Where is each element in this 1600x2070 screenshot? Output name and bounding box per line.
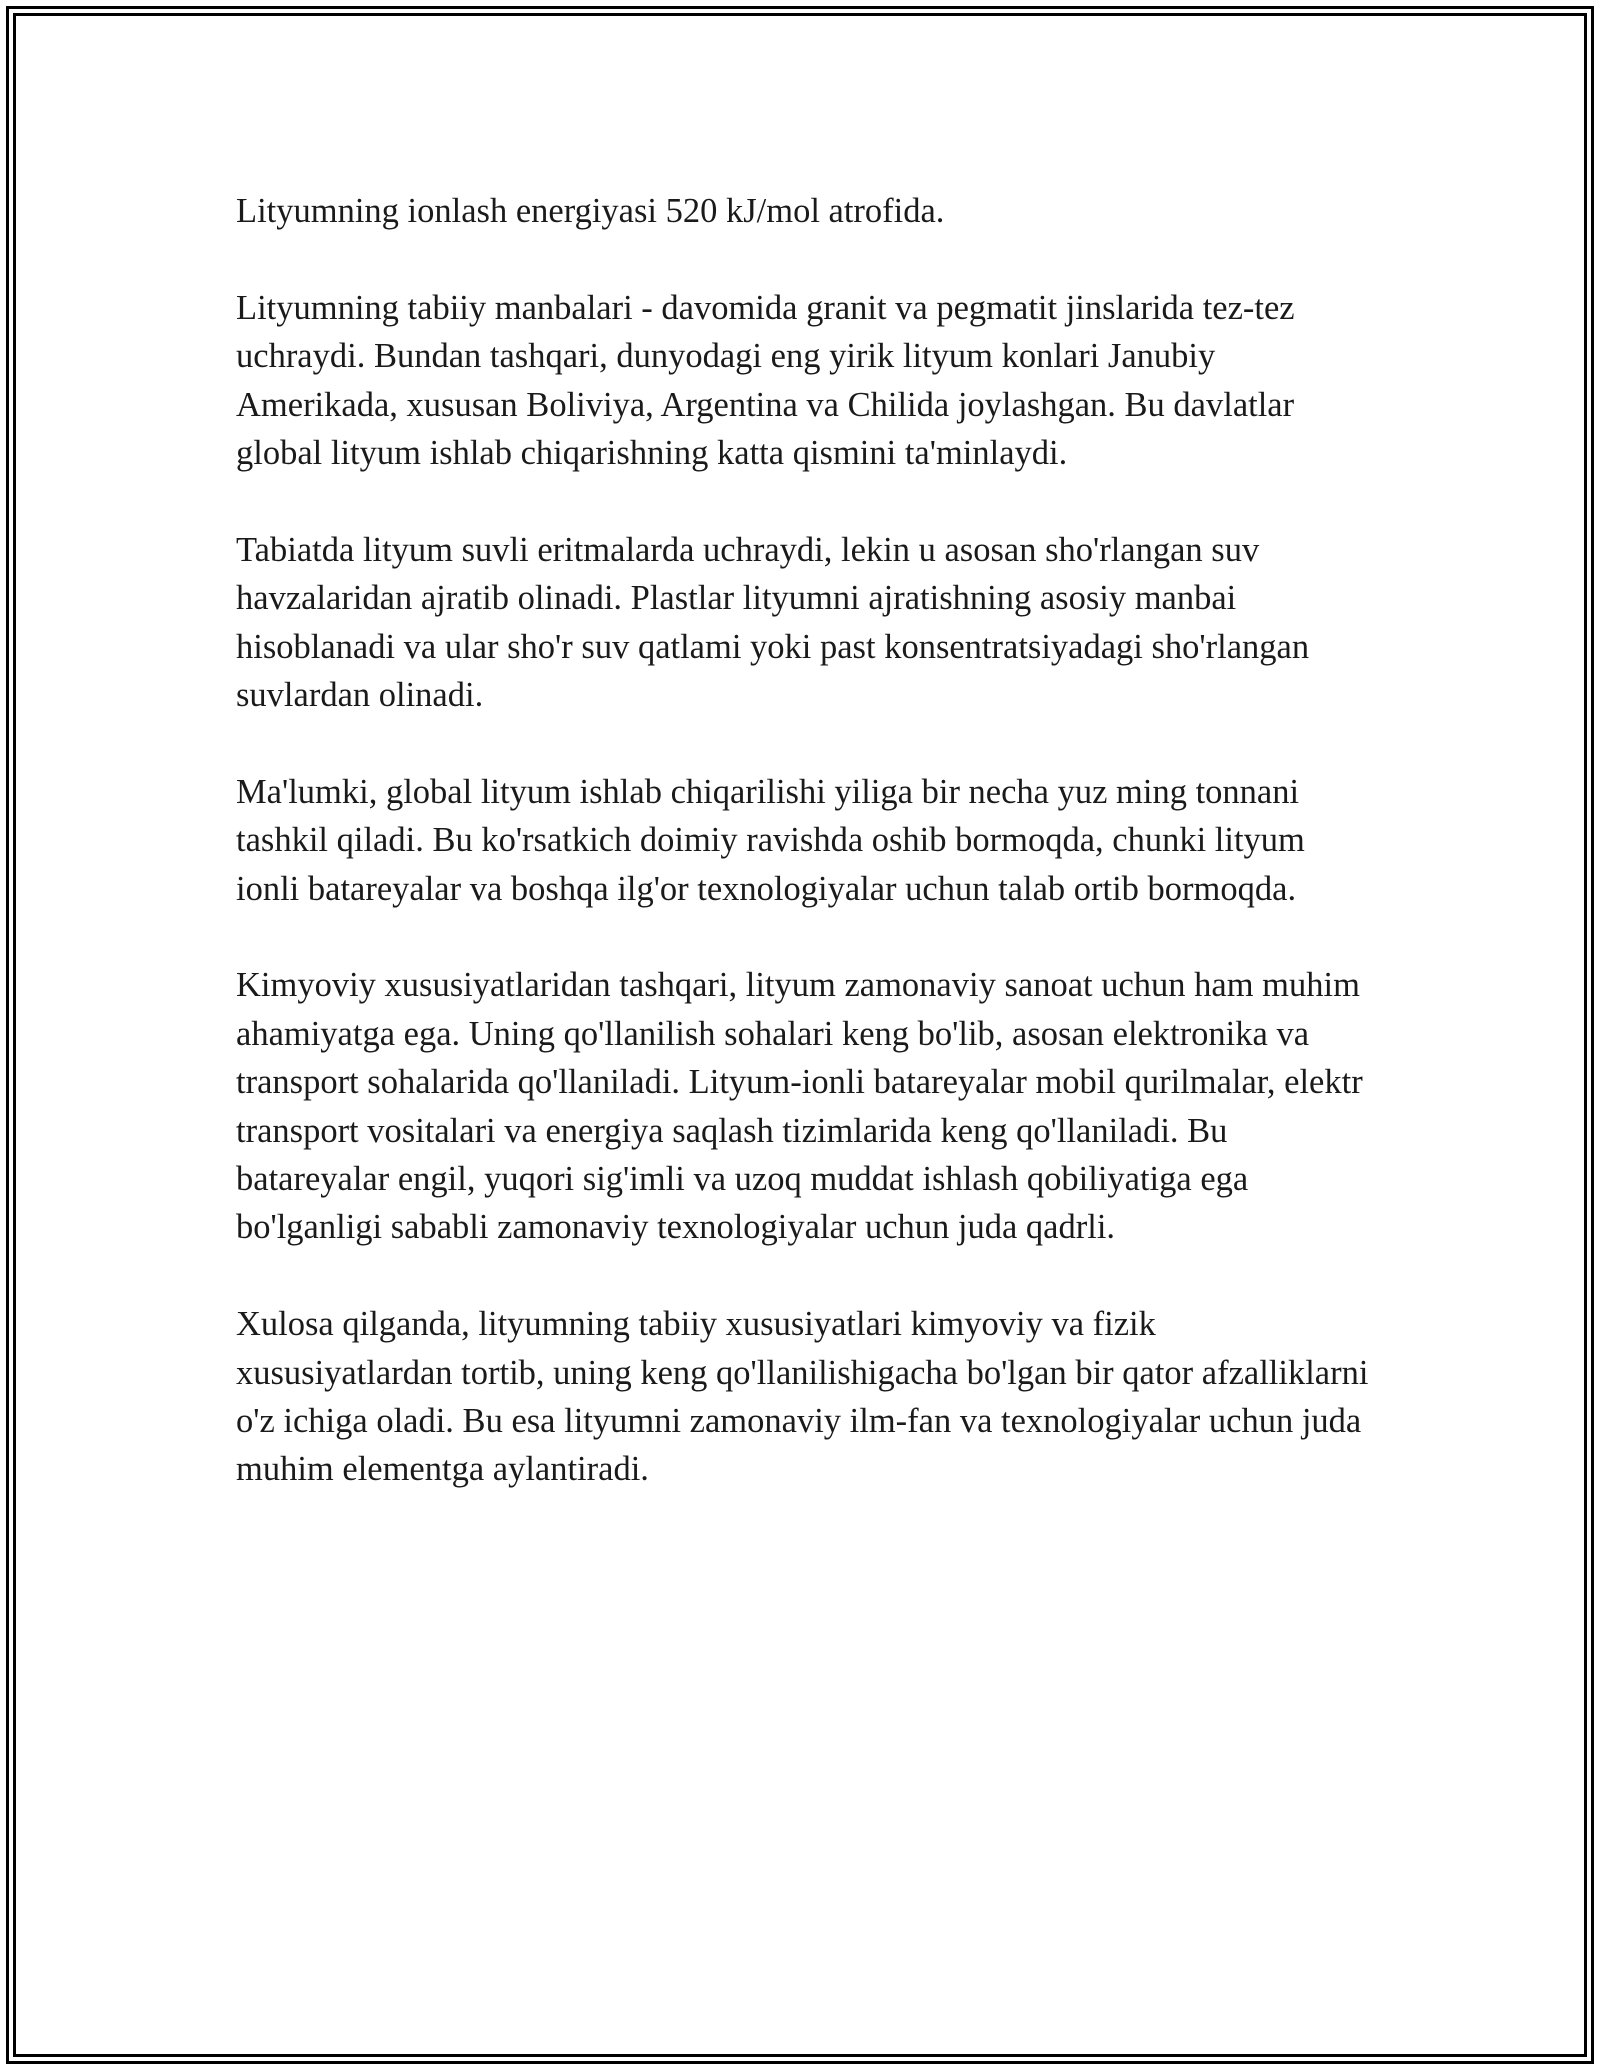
paragraph-industrial-use: Kimyoviy xususiyatlaridan tashqari, lityum zamonaviy sanoat uchun ham muhim ahamiyatga ega. Uning qo'llanilish sohalari keng bo'lib, asosan elektronika va transport sohalarida qo'llaniladi. Lityum-ionli batareyalar mobil qurilmalar, elektr transport vositalari va energiya saqlash tizimlarida keng qo'llaniladi. Bu batareyalar engil, yuqori sig'imli va uzoq muddat ishlash qobiliyatiga ega bo'lganligi sababli zamonaviy texnologiyalar uchun juda qadrli. bbox=[236, 966, 1363, 1247]
paragraph-conclusion: Xulosa qilganda, lityumning tabiiy xususiyatlari kimyoviy va fizik xususiyatlardan tortib, uning keng qo'llanilishigacha bo'lgan bir qator afzalliklarni o'z ichiga oladi. Bu esa lityumni zamonaviy ilm-fan va texnologiyalar uchun juda muhim elementga aylantiradi. bbox=[236, 1305, 1369, 1489]
paragraph-natural-sources: Lityumning tabiiy manbalari - davomida granit va pegmatit jinslarida tez-tez uchraydi. Bundan tashqari, dunyodagi eng yirik lityum konlari Janubiy Amerikada, xususan Boliviya, Argentina va Chilida joylashgan. Bu davlatlar global lityum ishlab chiqarishning katta qismini ta'minlaydi. bbox=[236, 288, 1295, 473]
document-body bbox=[236, 187, 1376, 1542]
paragraph-ionization-energy: Lityumning ionlash energiyasi 520 kJ/mol atrofida. bbox=[236, 192, 945, 230]
paragraph-brine-extraction: Tabiatda lityum suvli eritmalarda uchraydi, lekin u asosan sho'rlangan suv havzalaridan ajratib olinadi. Plastlar lityumni ajratishning asosiy manbai hisoblanadi va ular sho'r suv qatlami yoki past konsentratsiyadagi sho'rlangan suvlardan olinadi. bbox=[236, 530, 1310, 715]
paragraph-global-production: Ma'lumki, global lityum ishlab chiqarilishi yiliga bir necha yuz ming tonnani tashkil qiladi. Bu ko'rsatkich doimiy ravishda oshib bormoqda, chunki lityum ionli batareyalar va boshqa ilg'or texnologiyalar uchun talab ortib bormoqda. bbox=[236, 772, 1305, 908]
